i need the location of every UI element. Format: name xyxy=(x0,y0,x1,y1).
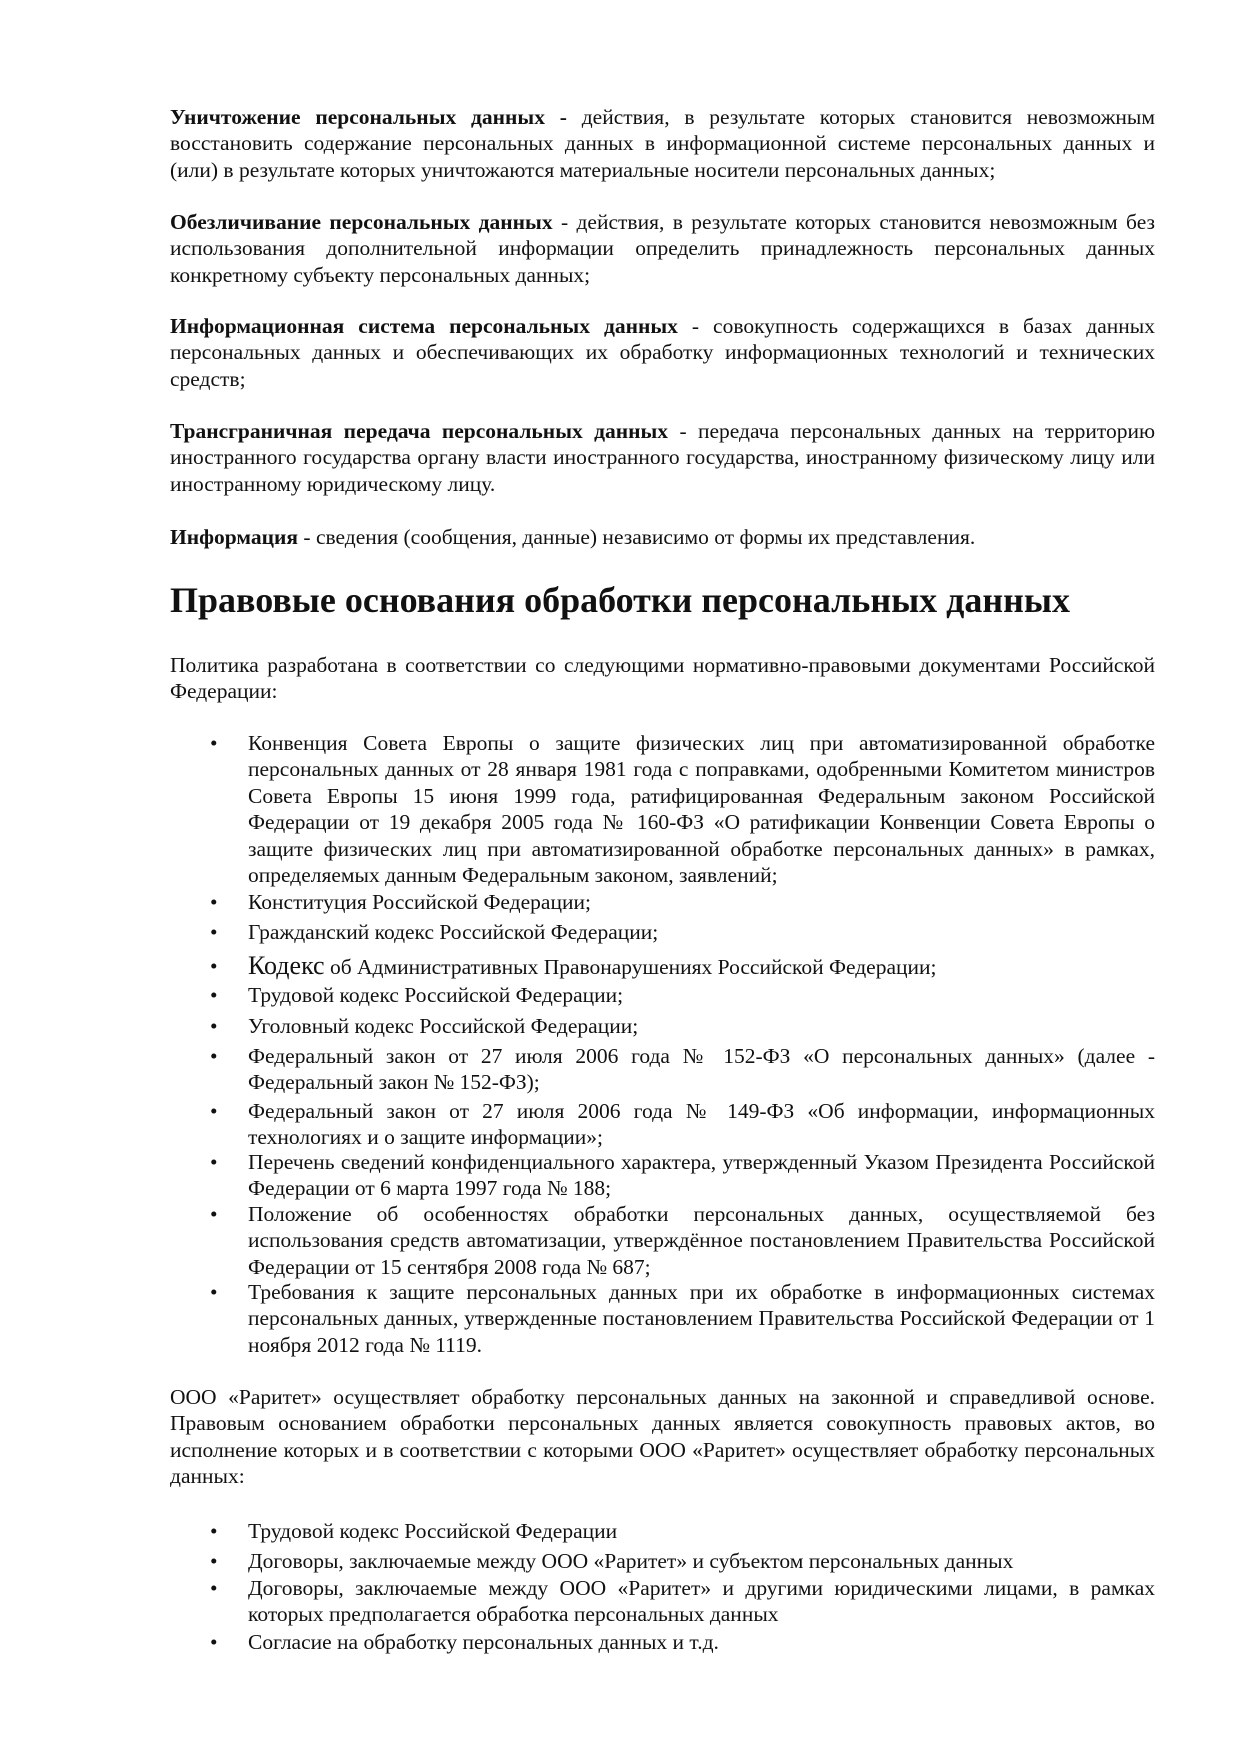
section-heading: Правовые основания обработки персональных данных xyxy=(170,580,1070,620)
kodeks-word: Кодекс xyxy=(248,951,325,980)
bullet-icon: • xyxy=(210,890,218,914)
bullet-icon: • xyxy=(210,1150,218,1174)
definition-text: - действия, в результате которых становится невозможным без использования дополнительной информации определить принадлежность персональных данных конкретному субъекту персональных данных; xyxy=(170,210,1155,287)
list-item: • Трудовой кодекс Российской Федерации xyxy=(210,1519,618,1543)
legal-basis-paragraph: ООО «Раритет» осуществляет обработку персональных данных на законной и справедливой основе. Правовым основанием обработки персональных данных является совокупность правовых актов, во исполнение которых и в соответствии с которыми ООО «Раритет» осуществляет обработку персональных данных: xyxy=(170,1385,1155,1489)
list-item: • Гражданский кодекс Российской Федерации; xyxy=(210,920,659,944)
list-item: • Конституция Российской Федерации; xyxy=(210,890,591,914)
list-item: • Федеральный закон от 27 июля 2006 года № 152-ФЗ «О персональных данных» (далее - Федеральный закон № 152-ФЗ); xyxy=(210,1044,1155,1095)
definition-text: действия, в результате которых становится невозможным восстановить содержание персональных данных в информационной системе персональных данных и (или) в результате которых уничтожаются материальные носители персональных данных; xyxy=(170,105,1155,182)
bullet-icon: • xyxy=(210,983,218,1007)
bullet-icon: • xyxy=(210,1519,218,1543)
definition-text: - совокупность содержащихся в базах данных персональных данных и обеспечивающих их обработку информационных технологий и технических средств; xyxy=(170,314,1155,391)
list-item: • Перечень сведений конфиденциального характера, утвержденный Указом Президента Российской Федерации от 6 марта 1997 года № 188; xyxy=(210,1150,1155,1201)
list-item: • Конвенция Совета Европы о защите физических лиц при автоматизированной обработке персональных данных от 28 января 1981 года с поправками, одобренными Комитетом министров Совета Европы 15 июня 1999 года, ратифицированная Федеральным законом Российской Федерации от 19 декабря 2005 года № 160-ФЗ «О ратификации Конвенции Совета Европы о защите физических лиц при автоматизированной обработке персональных данных» в рамках, определяемых данным Федеральным законом, заявлений; xyxy=(210,731,1155,888)
bullet-icon: • xyxy=(210,1014,218,1038)
term: Трансграничная передача персональных данных xyxy=(170,419,669,443)
term: Обезличивание персональных данных xyxy=(170,210,553,234)
bullet-icon: • xyxy=(210,731,218,755)
bullet-icon: • xyxy=(210,1202,218,1226)
list-item: • Трудовой кодекс Российской Федерации; xyxy=(210,983,624,1007)
term: Информация xyxy=(170,525,299,549)
definition-text: - передача персональных данных на территорию иностранного государства органу власти иностранного государства, иностранному физическому лицу или иностранному юридическому лицу. xyxy=(170,419,1156,496)
list-item: • Кодекс об Административных Правонарушениях Российской Федерации; xyxy=(210,951,937,980)
bullet-icon: • xyxy=(210,1099,218,1123)
list-item: • Уголовный кодекс Российской Федерации; xyxy=(210,1014,639,1038)
list-item: • Положение об особенностях обработки персональных данных, осуществляемой без использования средств автоматизации, утверждённое постановлением Правительства Российской Федерации от 15 сентября 2008 года № 687; xyxy=(210,1202,1155,1279)
bullet-icon: • xyxy=(210,1549,218,1573)
definition-anonymization xyxy=(170,209,1155,288)
term: Информационная система персональных данных xyxy=(170,314,678,338)
bullet-icon: • xyxy=(210,1576,218,1600)
definition-text: - сведения (сообщения, данные) независимо от формы их представления. xyxy=(298,525,976,549)
definition-information-system xyxy=(170,313,1155,392)
bullet-icon: • xyxy=(210,920,218,944)
term: Уничтожение персональных данных - xyxy=(170,105,567,129)
list-item: • Федеральный закон от 27 июля 2006 года № 149-ФЗ «Об информации, информационных технологиях и о защите информации»; xyxy=(210,1099,1155,1150)
bullet-icon: • xyxy=(210,1044,218,1068)
bullet-icon: • xyxy=(210,1280,218,1304)
bullet-icon: • xyxy=(210,954,218,978)
list-item: • Требования к защите персональных данных при их обработке в информационных системах персональных данных, утвержденные постановлением Правительства Российской Федерации от 1 ноября 2012 года № 1119. xyxy=(210,1280,1155,1357)
bullet-icon: • xyxy=(210,1630,218,1654)
list-item: • Согласие на обработку персональных данных и т.д. xyxy=(210,1630,719,1654)
intro-paragraph: Политика разработана в соответствии со следующими нормативно-правовыми документами Российской Федерации: xyxy=(170,653,1155,704)
definition-cross-border-transfer xyxy=(170,418,1155,497)
definition-destruction xyxy=(170,104,1155,183)
definition-information xyxy=(170,524,1155,550)
list-item: • Договоры, заключаемые между ООО «Раритет» и другими юридическими лицами, в рамках которых предполагается обработка персональных данных xyxy=(210,1576,1155,1627)
list-item: • Договоры, заключаемые между ООО «Раритет» и субъектом персональных данных xyxy=(210,1549,1014,1573)
